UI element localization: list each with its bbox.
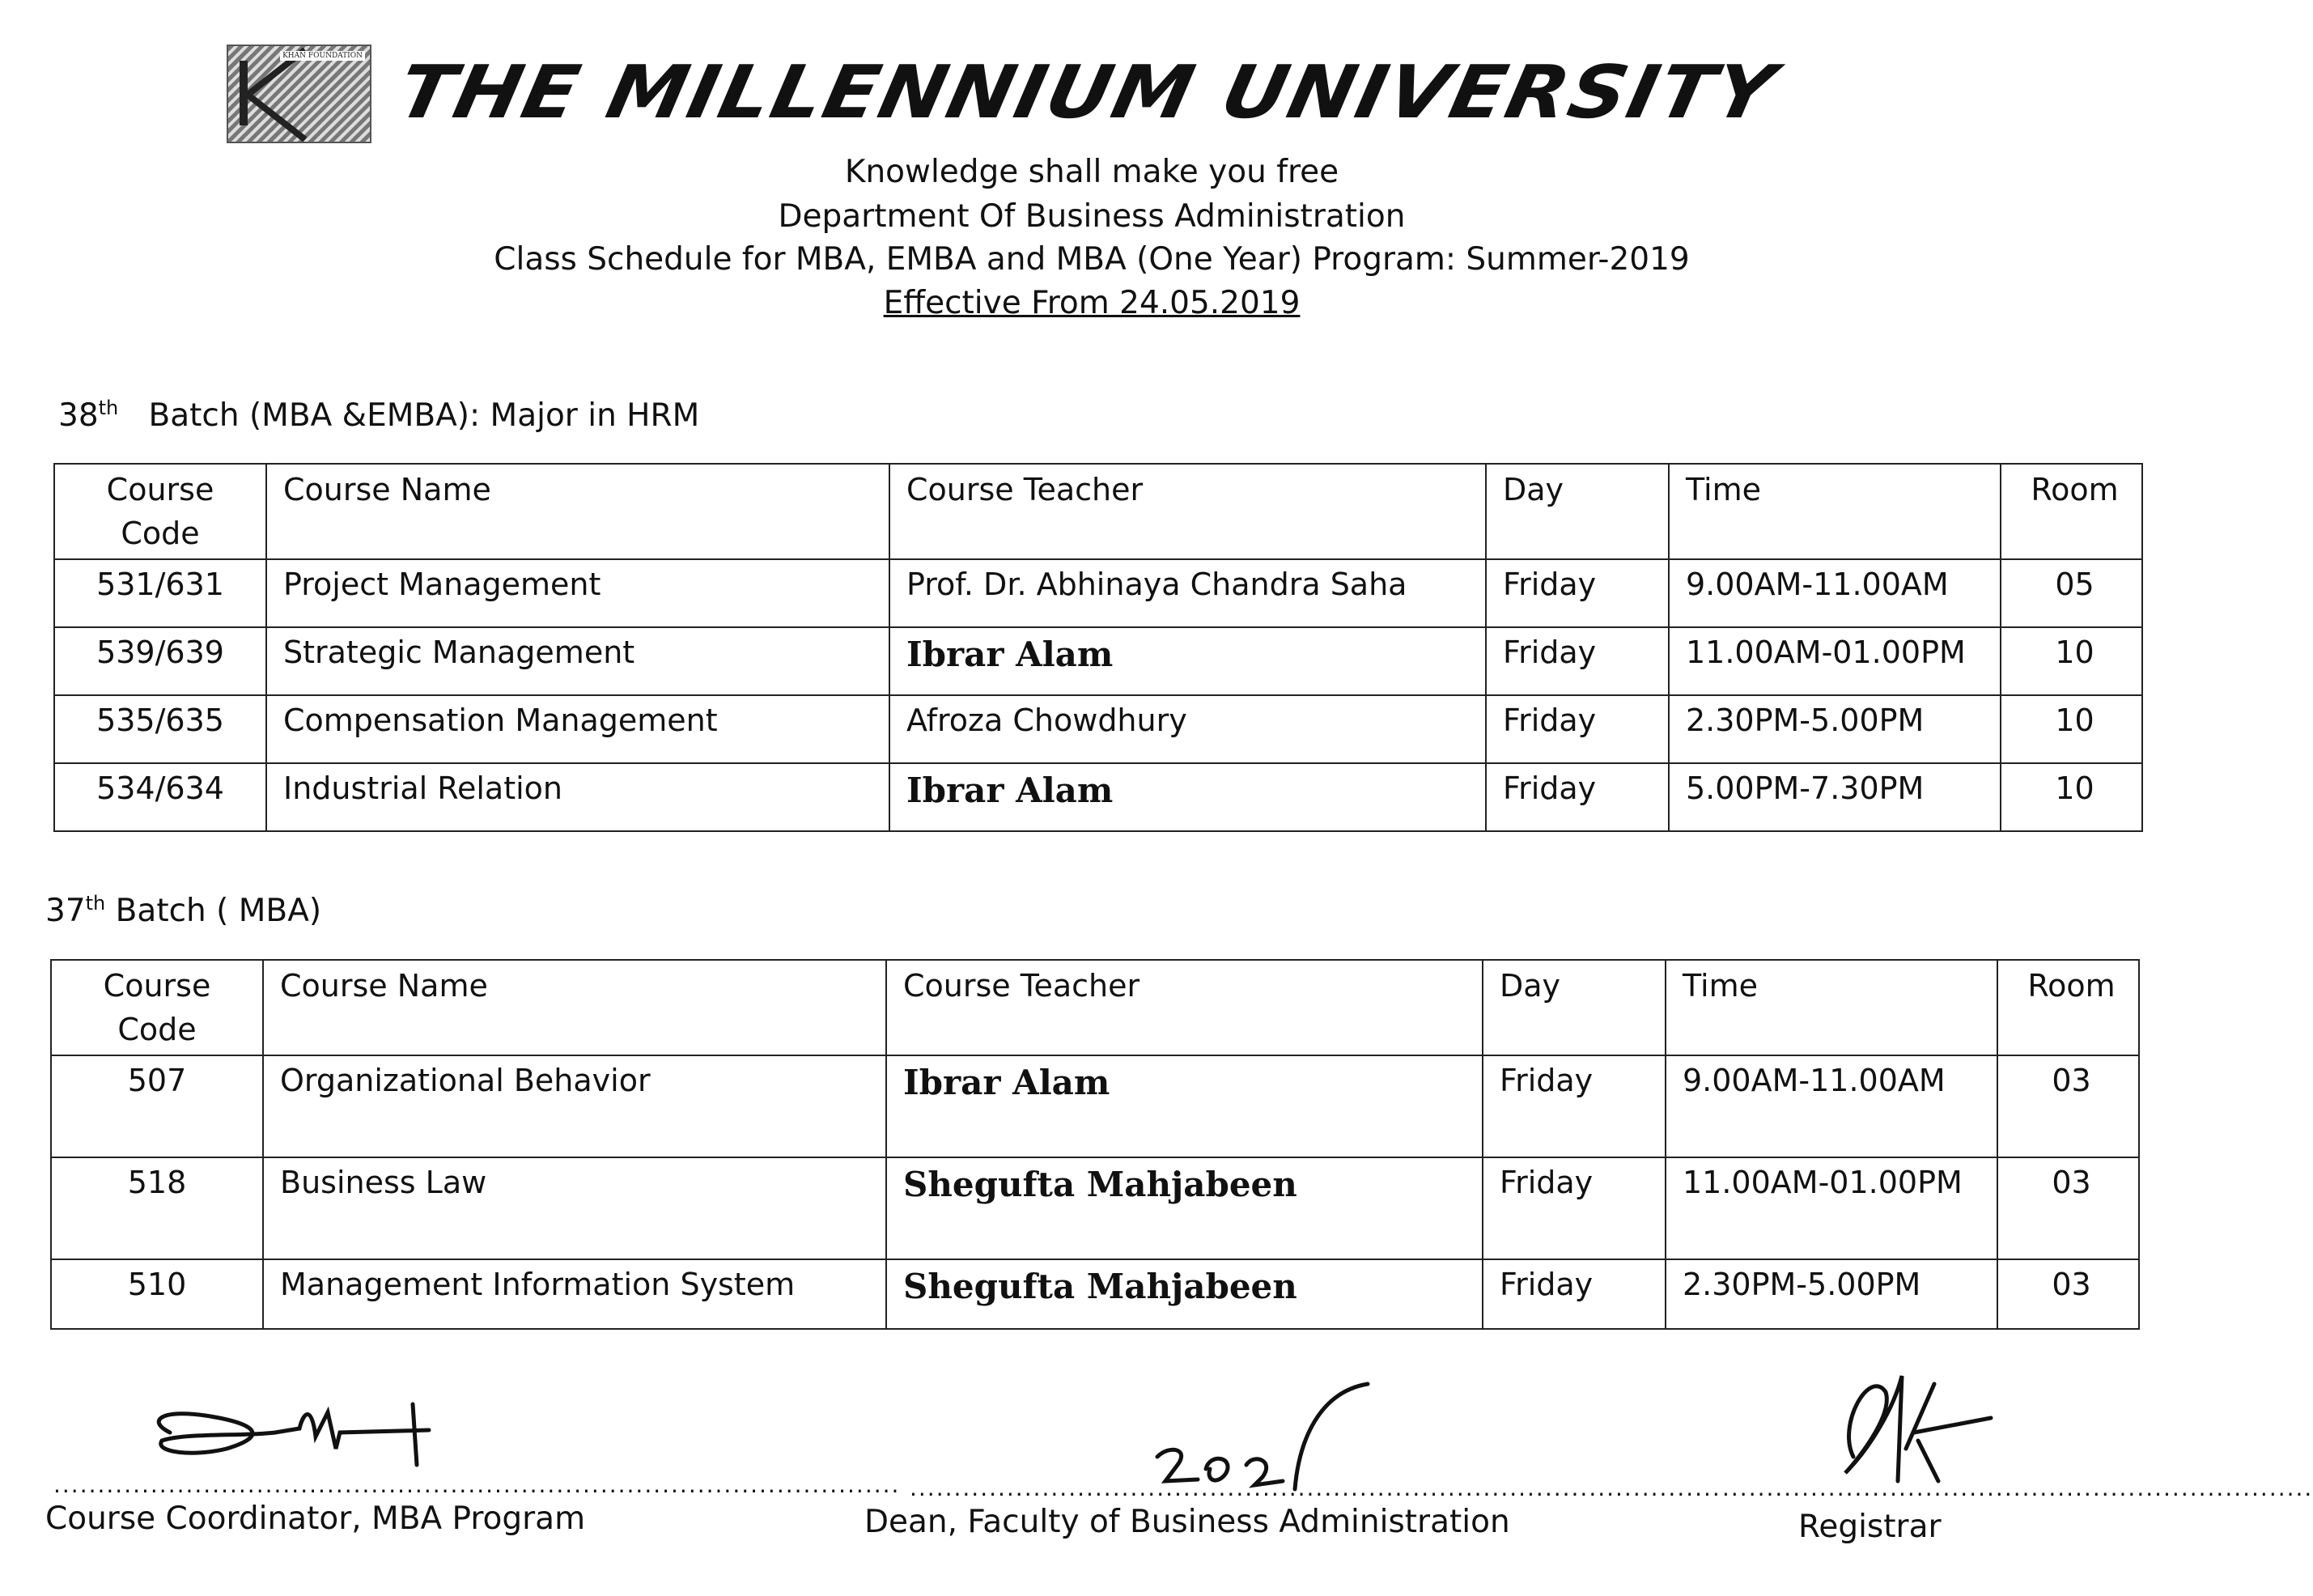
- col-day: Day: [1486, 464, 1669, 559]
- course-teacher: Ibrar Alam: [886, 1055, 1483, 1157]
- col-day: Day: [1483, 960, 1666, 1055]
- dean-signature-line: ............................................................................................: [910, 1475, 1721, 1501]
- table-row: [51, 1259, 2139, 1329]
- schedule-title: Class Schedule for MBA, EMBA and MBA (One Year) Program: Summer-2019: [494, 241, 1690, 278]
- course-name: Organizational Behavior: [263, 1055, 886, 1157]
- course-code: 510: [51, 1259, 263, 1329]
- logo-text: KHAN FOUNDATION: [280, 51, 365, 61]
- course-code: 534/634: [54, 763, 266, 831]
- course-day: Friday: [1486, 763, 1669, 831]
- university-logo: [227, 45, 371, 143]
- course-time: 9.00AM-11.00AM: [1669, 559, 2001, 627]
- table-row: [54, 695, 2142, 763]
- registrar-signature-line: ...................................................................: [1722, 1475, 2313, 1501]
- course-day: Friday: [1483, 1055, 1666, 1157]
- course-name: Compensation Management: [266, 695, 889, 763]
- batch-37-table: [50, 959, 2140, 1330]
- col-room: Room: [1997, 960, 2139, 1055]
- course-code: 518: [51, 1157, 263, 1259]
- col-course-teacher: Course Teacher: [889, 464, 1486, 559]
- course-room: 05: [2001, 559, 2142, 627]
- course-teacher: Ibrar Alam: [889, 763, 1486, 831]
- course-day: Friday: [1486, 695, 1669, 763]
- table-header-row: [54, 464, 2142, 559]
- course-room: 03: [1997, 1055, 2139, 1157]
- col-course-code: Course Code: [51, 960, 263, 1055]
- course-teacher: Afroza Chowdhury: [889, 695, 1486, 763]
- col-course-name: Course Name: [263, 960, 886, 1055]
- course-room: 10: [2001, 627, 2142, 695]
- course-code: 535/635: [54, 695, 266, 763]
- university-name: THE MILLENNIUM UNIVERSITY: [390, 50, 1784, 135]
- table-row: [51, 1055, 2139, 1157]
- course-room: 10: [2001, 763, 2142, 831]
- motto: Knowledge shall make you free: [844, 154, 1339, 190]
- course-time: 11.00AM-01.00PM: [1666, 1157, 1997, 1259]
- batch-38-table: [53, 463, 2143, 832]
- effective-date: Effective From 24.05.2019: [883, 285, 1301, 321]
- registrar-label: Registrar: [1798, 1509, 1942, 1545]
- dean-label: Dean, Faculty of Business Administration: [864, 1504, 1510, 1540]
- batch-37-title: 37th Batch ( MBA): [45, 892, 322, 929]
- course-code: 507: [51, 1055, 263, 1157]
- course-time: 5.00PM-7.30PM: [1669, 763, 2001, 831]
- col-time: Time: [1666, 960, 1997, 1055]
- col-course-teacher: Course Teacher: [886, 960, 1483, 1055]
- col-course-name: Course Name: [266, 464, 889, 559]
- course-day: Friday: [1486, 559, 1669, 627]
- course-room: 03: [1997, 1157, 2139, 1259]
- course-teacher: Shegufta Mahjabeen: [886, 1157, 1483, 1259]
- table-row: [51, 1157, 2139, 1259]
- course-code: 539/639: [54, 627, 266, 695]
- col-course-code: Course Code: [54, 464, 266, 559]
- batch-38-title: 38th Batch (MBA &EMBA): Major in HRM: [58, 397, 700, 434]
- course-time: 2.30PM-5.00PM: [1666, 1259, 1997, 1329]
- course-name: Business Law: [263, 1157, 886, 1259]
- course-name: Industrial Relation: [266, 763, 889, 831]
- department-title: Department Of Business Administration: [778, 198, 1406, 235]
- course-room: 03: [1997, 1259, 2139, 1329]
- course-day: Friday: [1483, 1259, 1666, 1329]
- col-time: Time: [1669, 464, 2001, 559]
- coordinator-label: Course Coordinator, MBA Program: [45, 1500, 586, 1537]
- course-teacher: Shegufta Mahjabeen: [886, 1259, 1483, 1329]
- table-row: [54, 627, 2142, 695]
- col-room: Room: [2001, 464, 2142, 559]
- course-name: Management Information System: [263, 1259, 886, 1329]
- course-time: 2.30PM-5.00PM: [1669, 695, 2001, 763]
- coordinator-signature: [138, 1388, 445, 1485]
- table-row: [54, 763, 2142, 831]
- course-day: Friday: [1483, 1157, 1666, 1259]
- course-name: Strategic Management: [266, 627, 889, 695]
- course-teacher: Prof. Dr. Abhinaya Chandra Saha: [889, 559, 1486, 627]
- course-name: Project Management: [266, 559, 889, 627]
- course-day: Friday: [1486, 627, 1669, 695]
- table-header-row: [51, 960, 2139, 1055]
- course-teacher: Ibrar Alam: [889, 627, 1486, 695]
- coordinator-signature-line: ................................................................................................: [53, 1471, 901, 1498]
- course-room: 10: [2001, 695, 2142, 763]
- course-time: 9.00AM-11.00AM: [1666, 1055, 1997, 1157]
- course-code: 531/631: [54, 559, 266, 627]
- course-time: 11.00AM-01.00PM: [1669, 627, 2001, 695]
- logo-k-mark: [240, 61, 296, 125]
- table-row: [54, 559, 2142, 627]
